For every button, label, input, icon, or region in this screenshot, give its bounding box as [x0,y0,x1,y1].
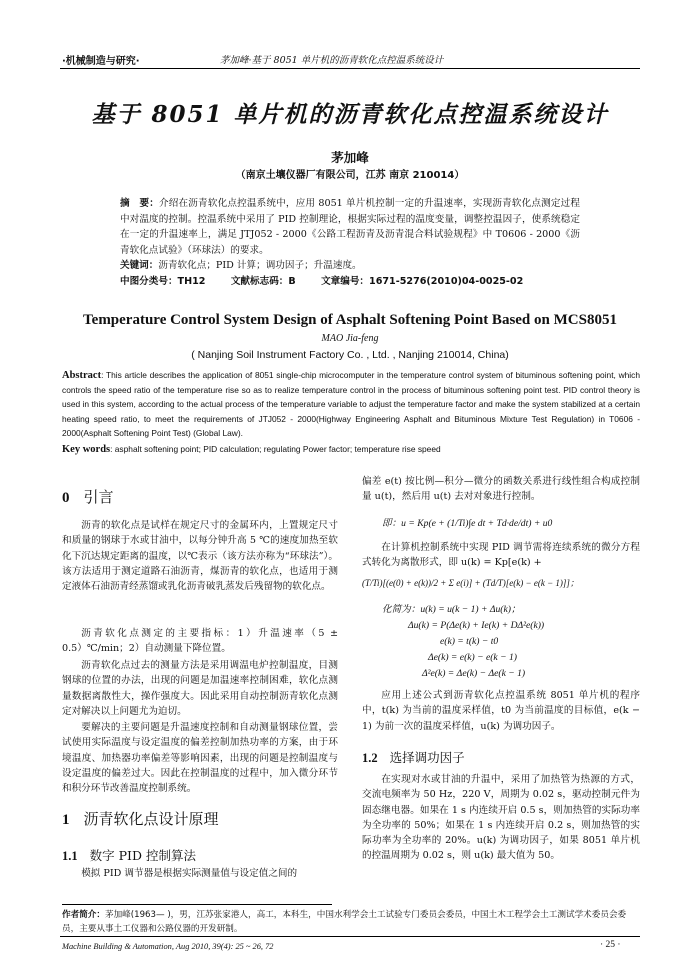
abstract-text: 介绍在沥青软化点控温系统中，应用 8051 单片机控制一定的升温速率，实现沥青软化点测定过程中对温度的控制。控温系统中采用了 PID 控制理论，根据实际过程的温度变量，调整控温因子，使系统稳定在一定的升温速率上，满足 JTJ052 - 2000《公路工程沥青及沥青混合料试验规程》中 T0606 - 2000《沥青软化点试验》（环球法）的要求。 [120,198,580,256]
page-number: · 25 · [600,940,621,950]
english-abstract-text: : This article describes the application of 8051 single-chip microcomputer in the temperature control system of bituminous softening point, which controls the speed ratio of the temperature rise so as to realize temperature control in the process of bituminous softening point test. PID control theory is used in this system, according to the actual process of the temperature variable to adjust the temperature factor and make the system stabilized at a certain heating speed ratio, to meet the requirements of JTJ052 - 2000(Highway Engineering Asphalt and Bituminous Mixture Test Regulation) in T0606 - 2000(Asphalt Softening Point Test) (Global Law). [62,370,640,438]
section-number: 0 [62,490,70,506]
subsection-number: 1.1 [62,849,78,863]
pid-continuous-equation: 即：u = Kp(e + (1/Ti)∫e dt + Td·de/dt) + u0 [382,518,553,529]
pid-paragraph-1: 模拟 PID 调节器是根据实际测量值与设定值之间的 [81,868,298,879]
abstract-label: 摘 要： [120,198,160,209]
classification-line [120,274,580,289]
intro-paragraph-4: 要解决的主要问题是升温速度控制和自动测量钢球位置，尝试使用实际温度与设定温度的偏差控制加热功率的方案，由于环境温度、加热器功率偏差等影响因素，出现的问题是控制温度与设定温度的偏差过大。因此在控制温度的过程中，加入微分环节和积分环节改善温度控制系统。 [62,722,338,795]
section-0-heading [62,486,338,507]
article-number: 文章编号：1671-5276(2010)04-0025-02 [321,276,524,287]
error-equation: e(k) = t(k) − t0 [440,636,499,647]
section-title: 沥青软化点设计原理 [83,810,219,828]
intro-paragraph-1: 沥青的软化点是试样在规定尺寸的金属环内，上置规定尺寸和质量的钢球于水或甘油中，以每分钟升高 5 ℃的速度加热至软化下沉达规定距离的温度，以℃表示（该方法亦称为“环球法”）。该方法适用于测定道路石油沥青，煤沥青的软化点，也适用于测定液体石油沥青经蒸馏或乳化沥青破乳蒸发后残留物的软化点。 [62,520,338,593]
english-keywords-text: : asphalt softening point; PID calculation; regulating Power factor; temperature rise speed [110,444,441,454]
affiliation: （南京土壤仪器厂有限公司，江苏 南京 210014） [235,170,465,181]
section-1-heading [62,808,338,829]
journal-citation: Machine Building & Automation, Aug 2010, 39(4): 25 ~ 26, 72 [62,942,274,951]
english-abstract-label: Abstract [62,370,102,381]
document-code: 文献标志码：B [230,276,296,287]
footer-rule [60,936,640,937]
pid-paragraph-2: 偏差 e(t) 按比例—积分—微分的函数关系进行线性组合构成控制量 u(t)，然后用 u(t) 去对对象进行控制。 [362,476,640,503]
section-title: 引言 [83,488,114,506]
english-author: MAO Jia-feng [321,333,379,344]
subsection-title: 数字 PID 控制算法 [89,848,196,863]
english-affiliation: ( Nanjing Soil Instrument Factory Co. , Ltd. , Nanjing 210014, China) [191,349,509,361]
keywords-label: 关键词： [120,260,159,271]
subsection-title: 选择调功因子 [389,750,465,765]
power-factor-paragraph: 在实现对水或甘油的升温中，采用了加热管为热源的方式，交流电频率为 50 Hz，220 V，周期为 0.02 s，驱动控制元件为固态继电器。如果在 1 s 内连续开启 0.5 s，则加热管的实际功率为全功率的 50%；如果在 1 s 内连续开启 0.2 s，则加热管的实际功率为全功率的 20%。u(k) 为调功因子，如果 8051 单片机的控温周期为 0.02 s，则 u(k) 最大值为 50。 [362,774,640,862]
keywords-text: 沥青软化点；PID 计算；调功因子；升温速度。 [158,260,362,271]
chinese-keywords [120,258,580,274]
clc-number: 中图分类号：TH12 [120,276,206,287]
author-footnote [62,908,640,936]
footnote-label: 作者简介： [62,910,105,920]
pid-paragraph-3: 在计算机控制系统中实现 PID 调节需将连续系统的微分方程式转化为离散形式，即 u(k) = Kp[e(k) + [362,542,640,569]
running-title: 茅加峰·基于 8051 单片机的沥青软化点控温系统设计 [220,55,444,66]
journal-section: ·机械制造与研究· [62,56,140,67]
author: 茅加峰 [331,150,369,165]
pid-discrete-equation: (T/Ti)[(e(0) + e(k))/2 + Σ e(i)] + (Td/T)[e(k) − e(k − 1)]]； [362,578,579,588]
subsection-number: 1.2 [362,751,378,765]
delta2-e-equation: Δ²e(k) = Δe(k) − Δe(k − 1) [422,668,526,679]
paper-title: 基于 8051 单片机的沥青软化点控温系统设计 [91,101,609,128]
simplified-equation: 化简为：u(k) = u(k − 1) + Δu(k)； [382,604,521,615]
english-abstract [62,368,640,440]
footnote-rule [62,904,332,905]
footnote-text: 茅加峰(1963— )，男，江苏张家港人，高工，本科生，中国水利学会土工试验专门委员会委员，中国土木工程学会土工测试学术委员会委员，主要从事土工仪器和公路仪器的开发研制。 [62,910,627,934]
subsection-1-2-heading [362,748,640,766]
intro-paragraph-2: 沥青软化点测定的主要指标：1）升温速率（5 ± 0.5）℃/min；2）自动测量下降位置。 [62,628,338,655]
english-keywords [62,442,640,457]
delta-e-equation: Δe(k) = e(k) − e(k − 1) [428,652,517,663]
pid-paragraph-4: 应用上述公式到沥青软化点控温系统 8051 单片机的程序中，t(k) 为当前的温度采样值，t0 为当前温度的目标值，e(k − 1) 为前一次的温度采样值，u(k) 为调功因子。 [362,690,640,732]
english-keywords-label: Key words [62,444,111,455]
delta-u-equation: Δu(k) = P(Δe(k) + Ie(k) + DΔ²e(k)) [408,620,545,631]
chinese-abstract [120,196,580,258]
intro-paragraph-3: 沥青软化点过去的测量方法是采用调温电炉控制温度，目测钢球的位置的办法，出现的问题是加温速率控制困难，软化点测量数据离散性大，操作强度大。因此采用自动控制沥青软化点测定对解决以上问题尤为迫切。 [62,660,338,717]
english-title: Temperature Control System Design of Asphalt Softening Point Based on MCS8051 [83,312,617,328]
section-number: 1 [62,812,70,828]
header-rule [60,68,640,69]
subsection-1-1-heading [62,846,338,864]
